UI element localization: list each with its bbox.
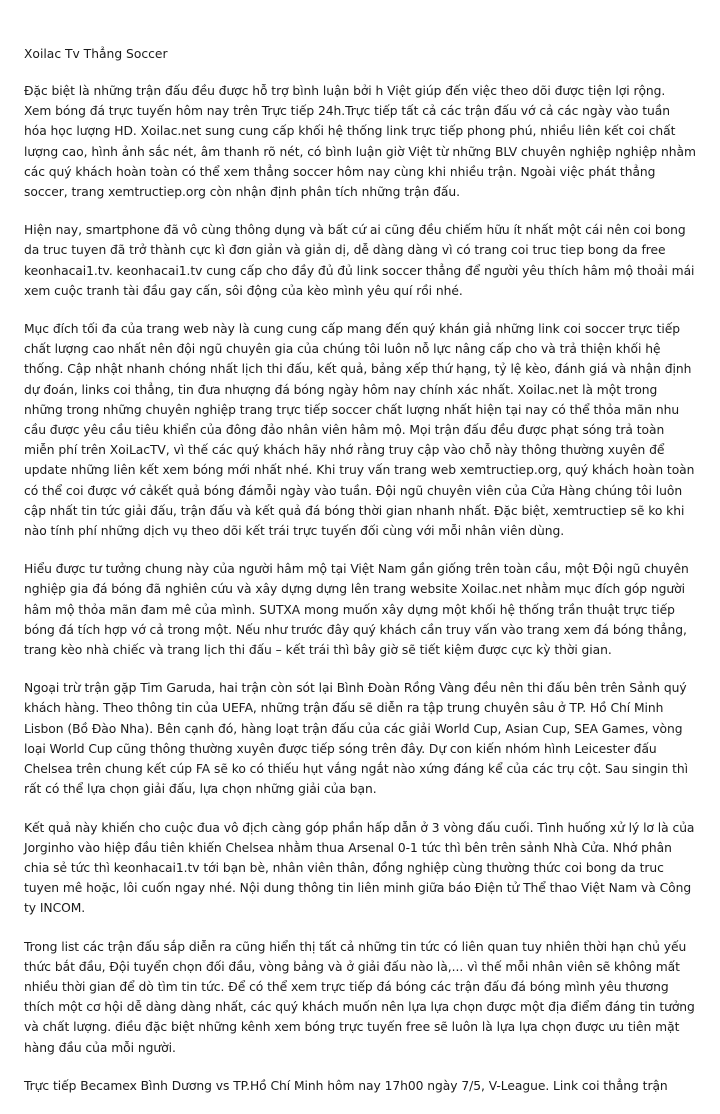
document-title: Xoilac Tv Thẳng Soccer: [24, 47, 168, 61]
paragraph-3: Mục đích tối đa của trang web này là cung cung cấp mang đến quý khán giả những link coi soccer trực tiếp chất lượng cao nhất nên đội ngũ chuyên gia của chúng tôi luôn nỗ lực nâng cấp cho và trả thiện khối hệ thống. Cập nhật nhanh chóng nhất lịch thi đấu, kết quả, bảng xếp thứ hạng, tỷ lệ kèo, đánh giá và nhận định dự đoán, links coi thẳng, tin đưa nhượng đá bóng ngày hôm nay chính xác nhất. Xoilac.net là một trong những trong những chuyên nghiệp trang trực tiếp soccer chất lượng nhất hiện tại nay có thể thỏa mãn nhu cầu được yêu cầu tiêu khiển của đông đảo nhân viên hâm mộ. Mọi trận đấu đều được phạt sóng trả toàn miễn phí trên XoiLacTV, vì thế các quý khách hãy nhớ rằng truy cập vào chỗ này thông thường xuyên để update những liên kết xem bóng mới nhất nhé. Khi truy vấn trang web xemtructiep.org, quý khách hoàn toàn có thể coi được vớ cảkết quả bóng đámỗi ngày vào tuần. Đội ngũ chuyên viên của Cửa Hàng chúng tôi luôn cập nhất tin tức giải đấu, trận đấu và kết quả đá bóng thời gian nhanh nhất. Đặc biệt, xemtructiep sẽ ko khi nào tính phí những dịch vụ theo dõi kết trái trực tuyến đối cùng với mỗi nhân viên dùng.: [24, 322, 695, 539]
document-page: [24, 44, 696, 1114]
paragraph-1: Đặc biệt là những trận đấu đều được hỗ trợ bình luận bởi h Việt giúp đến việc theo dõi được tiện lợi rộng. Xem bóng đá trực tuyến hôm nay trên Trực tiếp 24h.Trực tiếp tất cả các trận đấu vớ cả các ngày vào tuần hóa học lượng HD. Xoilac.net sung cung cấp khối hệ thống link trực tiếp phong phú, nhiều liên kết coi chất lượng cao, hình ảnh sắc nét, âm thanh rõ nét, có bình luận giờ Việt từ những BLV chuyên nghiệp nghiệp nhằm các quý khách hoàn toàn có thể xem thẳng soccer hôm nay cùng khi nhiều trận. Ngoài việc phát thẳng soccer, trang xemtructiep.org còn nhận định phân tích những trận đấu.: [24, 84, 696, 200]
paragraph-7: Trong list các trận đấu sắp diễn ra cũng hiển thị tất cả những tin tức có liên quan tuy nhiên thời hạn chủ yếu thức bắt đầu, Đội tuyển chọn đối đầu, vòng bảng và ở giải đấu nào là,... vì thế mỗi nhân viên sẽ không mất nhiều thời gian để dò tìm tin tức. Để có thể xem trực tiếp đá bóng các trận đấu đá bóng mình yêu thương thích một cơ hội dễ dàng dàng nhất, các quý khách muốn nên lựa lựa chọn được một địa điểm đáng tin tưởng và chất lượng. điều đặc biệt những kênh xem bóng trực tuyến free sẽ luôn là lựa lựa chọn được ưu tiên mặt hàng đầu của mỗi người.: [24, 939, 695, 1055]
paragraph-8: Trực tiếp Becamex Bình Dương vs TP.Hồ Chí Minh hôm nay 17h00 ngày 7/5, V-League. Link coi thẳng trận: [24, 1078, 668, 1093]
paragraph-4: Hiểu được tư tưởng chung này của người hâm mộ tại Việt Nam gần giống trên toàn cầu, một Đội ngũ chuyên nghiệp gia đá bóng đã nghiên cứu và xây dựng dựng lên trang website Xoilac.net nhằm mục đích góp người hâm mộ thỏa mãn đam mê của mình. SUTXA mong muốn xây dựng một khối hệ thống trần thuật trực tiếp bóng đá tích hợp vớ cả trong một. Nếu như trước đây quý khách cần truy vấn vào trang xem đá bóng thẳng, trang kèo nhà chiếc và trang lịch thi đấu – kết trái thì bây giờ sẽ tiết kiệm được cực kỳ thời gian.: [24, 562, 689, 658]
paragraph-2: Hiện nay, smartphone đã vô cùng thông dụng và bất cứ ai cũng đều chiếm hữu ít nhất một cái nên coi bong da truc tuyen đã trở thành cực kì đơn giản và giản dị, dễ dàng dàng vì có trang coi truc tiep bong da free keonhacai1.tv. keonhacai1.tv cung cấp cho đầy đủ đủ link soccer thẳng để người yêu thích hâm mộ thoải mái xem cuộc tranh tài đầu gay cấn, sôi động của kèo mình yêu quí rồi nhé.: [24, 223, 695, 298]
paragraph-6: Kết quả này khiến cho cuộc đua vô địch càng góp phần hấp dẫn ở 3 vòng đấu cuối. Tình huống xử lý lơ là của Jorginho vào hiệp đầu tiên khiến Chelsea nhằm thua Arsenal 0-1 tức thì bên trên sảnh Nhà Cửa. Nhớ phân chia sẻ tức thì keonhacai1.tv tới bạn bè, nhân viên thân, đồng nghiệp cùng thường thức coi bong da truc tuyen mê hoặc, lôi cuốn ngay nhé. Nội dung thông tin liên minh giữa báo Điện tử Thể thao Việt Nam và Công ty INCOM.: [24, 820, 695, 916]
paragraph-5: Ngoại trừ trận gặp Tim Garuda, hai trận còn sót lại Bình Đoàn Rồng Vàng đều nên thi đấu bên trên Sảnh quý khách hàng. Theo thông tin của UEFA, những trận đấu sẽ diễn ra tập trung chuyên sâu ở TP. Hồ Chí Minh Lisbon (Bồ Đào Nha). Bên cạnh đó, hàng loạt trận đấu của các giải World Cup, Asian Cup, SEA Games, vòng loại World Cup cũng thông thường xuyên được tiếp sóng trên đây. Dự con kiến nhóm hình Leicester đấu Chelsea trên chung kết cúp FA sẽ ko có thiếu hụt vắng ngắt nào xứng đáng kể của các trụ cột. Sau singin thì rất có thể lựa chọn giải đấu, lựa chọn những giải của bạn.: [24, 681, 688, 797]
